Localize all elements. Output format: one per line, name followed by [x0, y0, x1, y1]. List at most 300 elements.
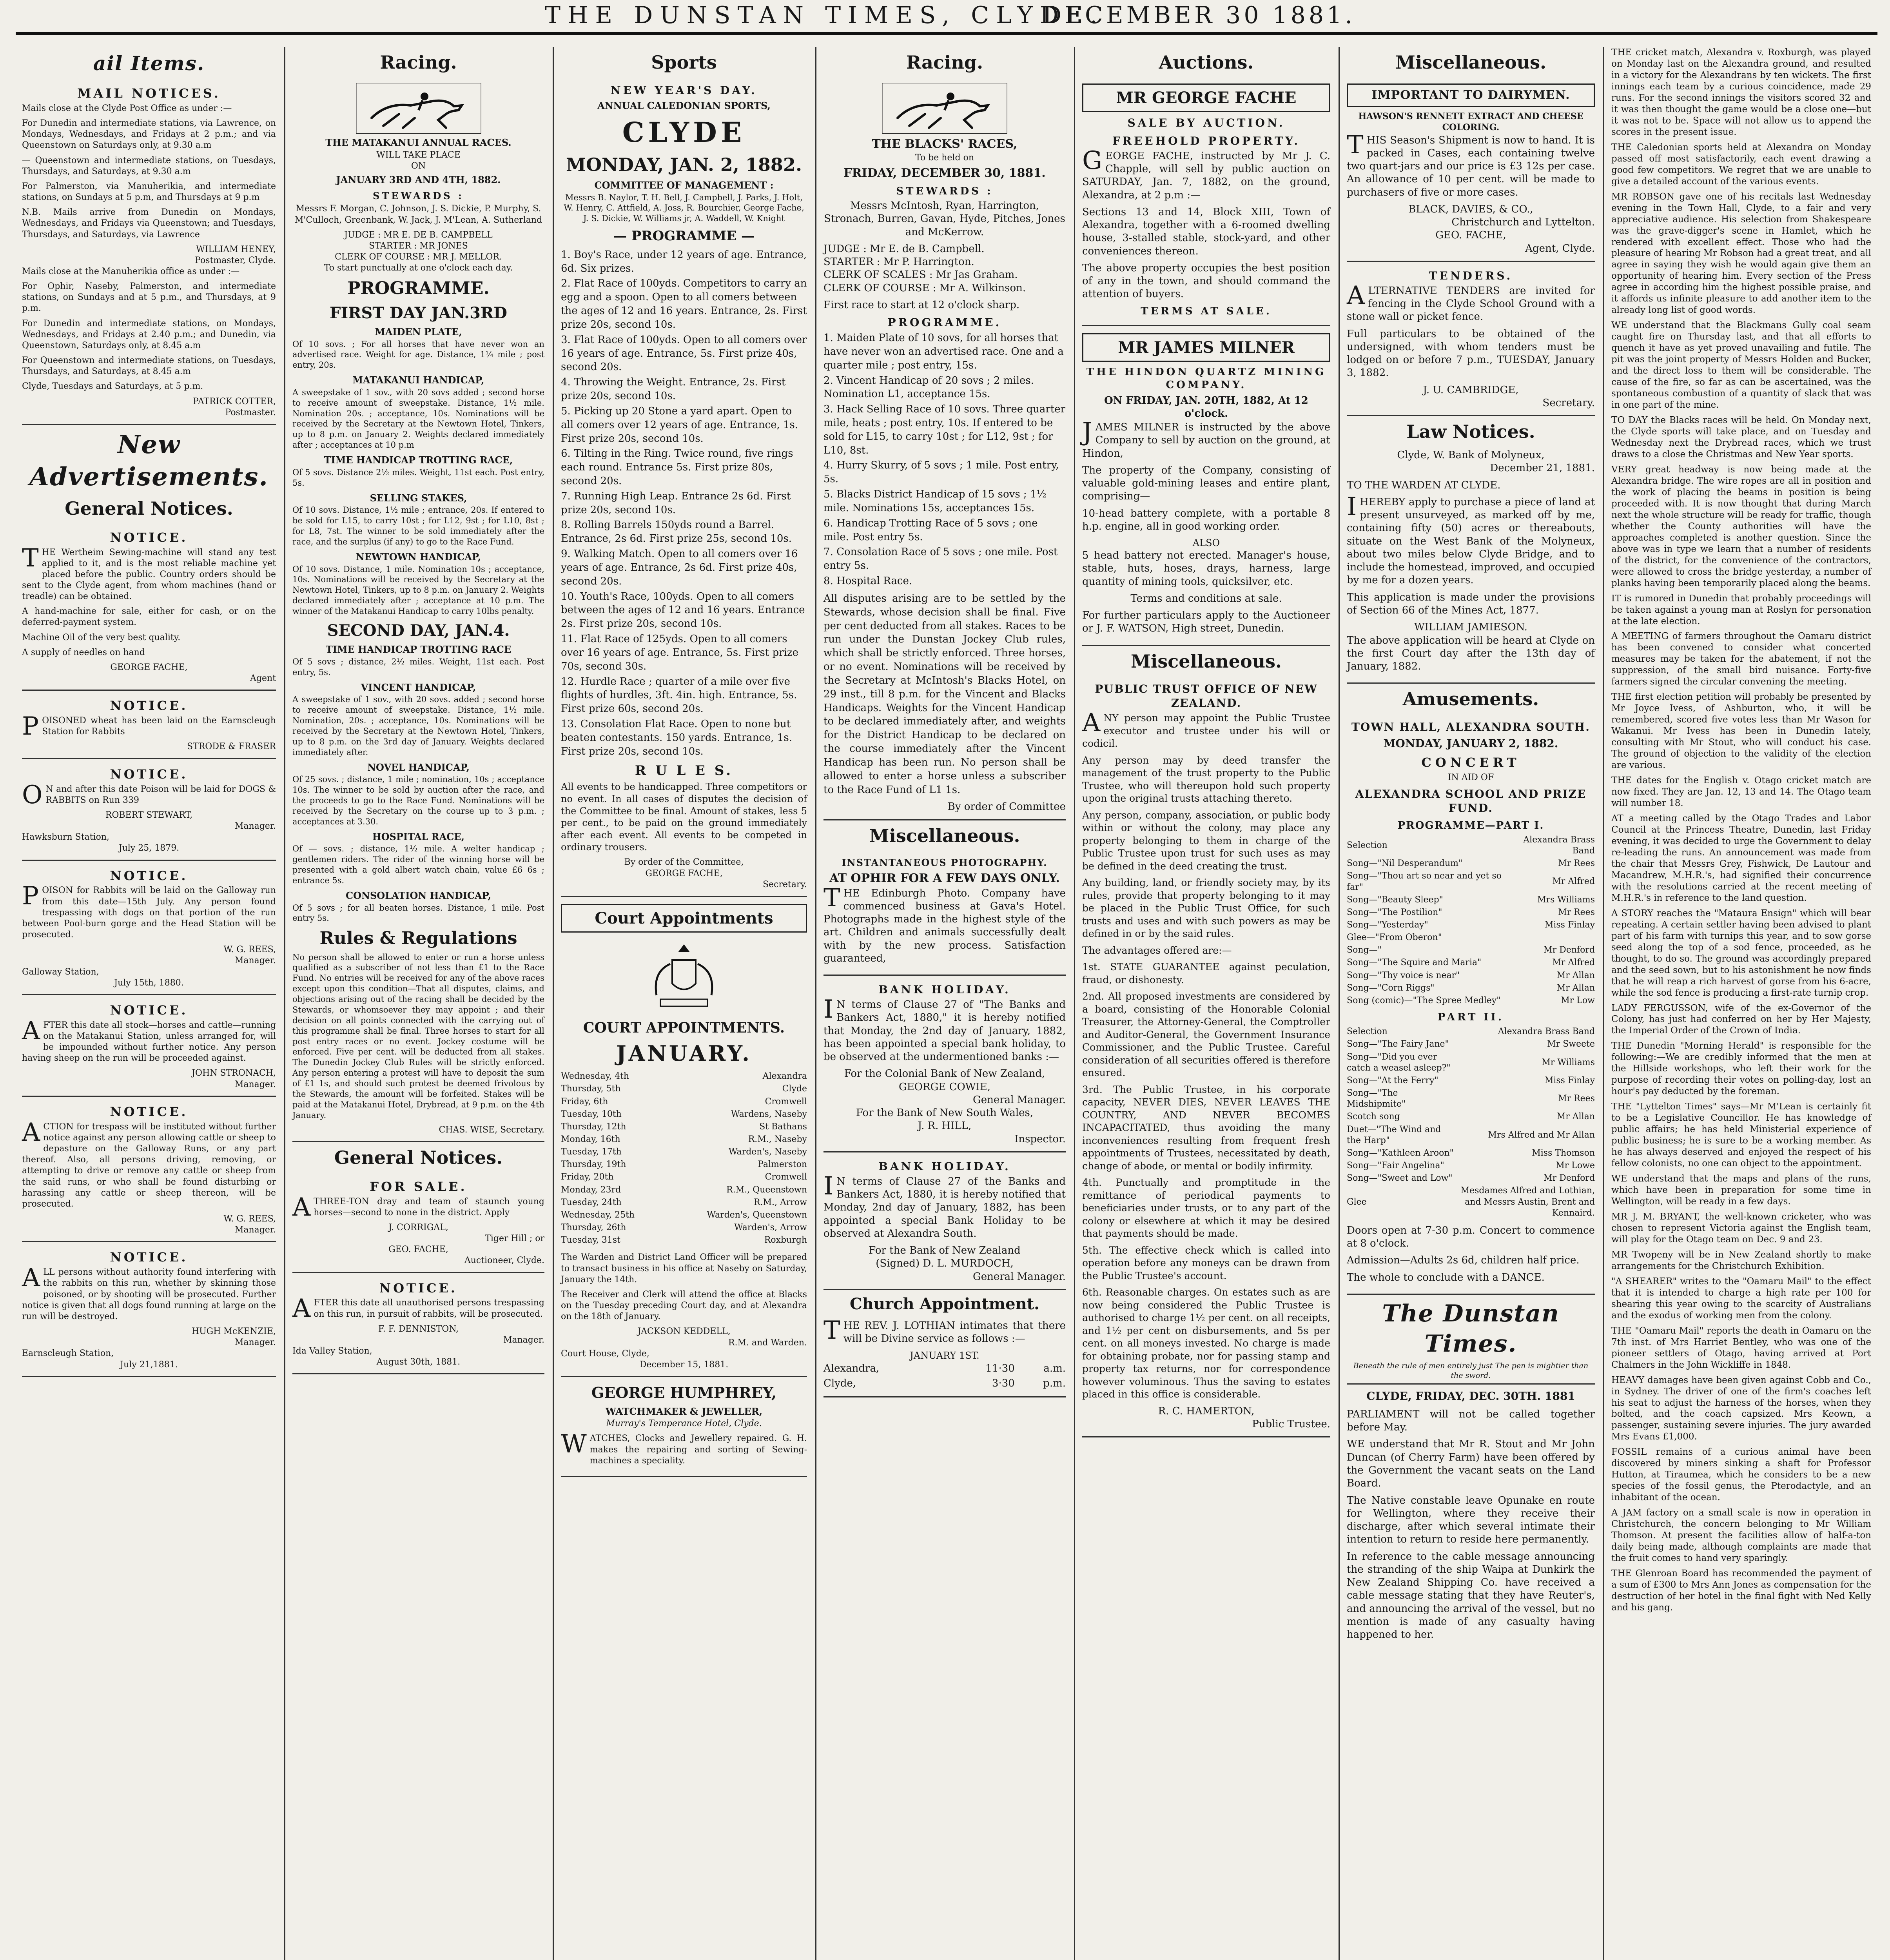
table-cell: Song—"The Postilion" — [1347, 907, 1442, 917]
table-cell: St Bathans — [759, 1122, 807, 1132]
table-row — [561, 1184, 807, 1196]
judge: JUDGE : Mr E. de B. Campbell. — [823, 243, 985, 255]
column-5 — [1076, 47, 1337, 1960]
table-cell: Wednesday, 25th — [561, 1210, 635, 1220]
list-item: 4. Hurry Skurry, of 5 sovs ; 1 mile. Post entry, 5s. — [823, 459, 1059, 485]
table-cell: Monday, 16th — [561, 1134, 620, 1145]
paragraph: Sections 13 and 14, Block XIII, Town of Alexandra, together with a 6-roomed dwelling house, 3-stalled stable, stock-yard, and other conveniences thereon. — [1082, 206, 1330, 257]
table-cell: Friday, 6th — [561, 1096, 608, 1107]
table-cell: Cromwell — [765, 1172, 807, 1182]
text: ALSO — [1192, 537, 1220, 549]
table-row — [1347, 944, 1595, 956]
paragraph: Any building, land, or friendly society may, by its rules, provide that property belonging to it may be placed in the Public Trust Office, for such trusts and uses and with such powers as may be defined in or by the said rules. — [1082, 877, 1330, 940]
list-item: 1. Maiden Plate of 10 sovs, for all horses that have never won an advertised race. One and a quarter mile ; post entry, 15s. — [823, 332, 1064, 371]
table-cell: Thursday, 26th — [561, 1223, 626, 1233]
masthead-date: DECEMBER 30 1881. — [1043, 2, 1356, 29]
table-cell: p.m. — [1043, 1377, 1066, 1389]
race-name: HOSPITAL RACE, — [372, 831, 464, 842]
table-row — [823, 1376, 1066, 1391]
signature-title: Manager. — [234, 1225, 276, 1235]
paragraph: The Warden and District Land Officer will be prepared to transact business in his office at Naseby on Saturday, January the 14th. — [561, 1252, 807, 1285]
programme-title: — PROGRAMME — — [613, 228, 755, 244]
advert — [22, 1242, 276, 1377]
paragraph: For Dunedin and intermediate stations, on Mondays, Wednesdays, and Fridays at 2.40 p.m.; and Dunedin, via Queenstown, Saturdays only, at 8.45 a.m — [22, 318, 276, 350]
table-row — [1347, 982, 1595, 995]
advert-title: BANK HOLIDAY. — [878, 983, 1011, 996]
masthead — [0, 0, 1890, 27]
advert-title: INSTANTANEOUS PHOTOGRAPHY. — [842, 857, 1048, 868]
list-item: 9. Walking Match. Open to all comers over 16 years of age. Entrance, 2s 6d. First prize 40s, second 20s. — [561, 548, 798, 587]
humphrey-advert — [561, 1377, 807, 1477]
court-heading: Court Appointments — [561, 904, 807, 933]
text: Terms and conditions at sale. — [1130, 592, 1282, 604]
signature-title: Secretary. — [763, 879, 807, 889]
list-item: 3. Flat Race of 100yds. Open to all comers over 16 years of age. Entrance, 5s. First prize 40s, second 20s. — [561, 334, 807, 373]
venue: TOWN HALL, ALEXANDRA SOUTH. — [1351, 720, 1590, 734]
signature-title: Agent — [250, 673, 276, 684]
law-notice — [1347, 446, 1595, 684]
event-date: FRIDAY, DECEMBER 30, 1881. — [843, 166, 1046, 180]
list-item: 1. Boy's Race, under 12 years of age. Entrance, 6d. Six prizes. — [561, 249, 807, 274]
paragraph: For Queenstown and intermediate stations, on Tuesdays, Thursdays, and Saturdays, at 8.45 a.m — [22, 356, 276, 377]
signature-title: Auctioneer, Clyde. — [464, 1256, 544, 1266]
paragraph: POISON for Rabbits will be laid on the Galloway run from this date—15th July. Any person found trespassing with dogs on that portion of the run between Pool-burn gorge and the Head Station will be prosecuted. — [22, 882, 276, 940]
advertiser-name: GEORGE HUMPHREY, — [591, 1383, 777, 1401]
event-title: CONCERT — [1421, 755, 1520, 770]
table-cell: Mr Rees — [1558, 1094, 1595, 1104]
table-cell: Miss Finlay — [1544, 1075, 1595, 1085]
court-title: COURT APPOINTMENTS. — [583, 1020, 785, 1036]
paragraph: A supply of needles on hand — [22, 647, 145, 657]
signature: JOHN STRONACH, — [192, 1068, 276, 1078]
table-cell: Song—"Beauty Sleep" — [1347, 895, 1443, 905]
list-item: 4. Throwing the Weight. Entrance, 2s. First prize 20s, second 10s. — [561, 376, 786, 402]
paragraph: 2nd. All proposed investments are considered by a board, consisting of the Honorable Colonial Treasurer, the Attorney-General, the Comptroller and Auditor-General, the Government Insurance Commissioner, and the Public Trustee. Careful consideration of all securities offered is therefore ensured. — [1082, 991, 1330, 1079]
text: NEW YEAR'S DAY. — [611, 83, 757, 97]
stewards-list: Messrs F. Morgan, C. Johnson, J. S. Dickie, P. Murphy, S. M'Culloch, Greenbank, W. Jack, J. M'Lean, A. Sutherland — [294, 204, 542, 225]
paragraph: WATCHES, Clocks and Jewellery repaired. G. H. makes the repairing and sorting of Sewing-machines a speciality. — [561, 1430, 807, 1466]
date: July 25, 1879. — [118, 843, 180, 853]
signature-title: Tiger Hill ; or — [485, 1234, 544, 1244]
table-cell: Song—"Thy voice is near" — [1347, 970, 1460, 980]
table-row — [1347, 1172, 1595, 1185]
programme-part-2 — [1347, 1025, 1595, 1220]
table-cell: Mr Lowe — [1556, 1161, 1595, 1171]
table-cell: Mr Denford — [1544, 945, 1595, 955]
table-cell: 3·30 — [992, 1377, 1015, 1389]
stewards-list: Messrs McIntosh, Ryan, Harrington, Stronach, Burren, Gavan, Hyde, Pitches, Jones and McKerrow. — [824, 200, 1065, 238]
notice-title: NOTICE. — [110, 868, 188, 883]
table-row — [561, 1196, 807, 1209]
day-title: SECOND DAY, JAN.4. — [327, 621, 510, 640]
text: For the Bank of New Zealand — [869, 1245, 1021, 1257]
news-paragraph: THE Dunedin "Morning Herald" is responsible for the following:—We are credibly informed that the men at the Hillside workshops, who left their work for the purpose of recording their votes on polling-day, lost an hour's pay deducted by the foreman. — [1611, 1041, 1871, 1097]
racing-heading: Racing. — [380, 52, 457, 73]
signature: W. G. REES, — [223, 1214, 276, 1224]
race-detail: Of 10 sovs. ; For all horses that have never won an advertised race. Weight for age. Distance, 1¼ mile ; post entry, 20s. — [292, 339, 544, 370]
paragraph: For Palmerston, via Manuherikia, and intermediate stations, on Sundays at 5 p.m, and Thursdays at 9 p.m — [22, 181, 276, 203]
table-cell: Mr Sweete — [1547, 1039, 1595, 1049]
public-trust-advert — [1082, 675, 1330, 1437]
address: Murray's Temperance Hotel, Clyde. — [606, 1419, 762, 1429]
auctions-heading: Auctions. — [1159, 52, 1254, 73]
rules-heading: Rules & Regulations — [319, 928, 517, 949]
table-row — [1347, 969, 1595, 982]
table-cell: Duet—"The Wind and the Harp" — [1347, 1124, 1441, 1145]
amusements-heading: Amusements. — [1402, 688, 1539, 710]
list-item: 7. Running High Leap. Entrance 2s 6d. First prize 20s, second 10s. — [561, 490, 791, 516]
notice-title: NOTICE. — [110, 1104, 188, 1119]
race-name: TIME HANDICAP TROTTING RACE — [325, 644, 511, 655]
table-cell: Warden's, Arrow — [734, 1223, 807, 1233]
paragraph: For Dunedin and intermediate stations, via Lawrence, on Mondays, Wednesdays, and Fridays at 2 p.m.; and via Queenstown on Saturdays only, at 9.30 a.m — [22, 118, 276, 151]
news-paragraph: TO DAY the Blacks races will be held. On Monday next, the Clyde sports will take place, and on Tuesday and Wednesday next the Drybread races, which we trust draws to a close the Christmas and New Year sports. — [1611, 415, 1871, 459]
paragraph: The above application will be heard at Clyde on the first Court day after the 13th day of January, 1882. — [1347, 634, 1595, 673]
signature: (Signed) D. L. MURDOCH, — [876, 1258, 1014, 1270]
race-name: VINCENT HANDICAP, — [361, 681, 476, 693]
place: Galloway Station, — [22, 967, 99, 977]
judge: JUDGE : MR E. DE B. CAMPBELL — [344, 230, 493, 240]
column-3 — [555, 47, 813, 1960]
advert-subtitle: HAWSON'S RENNETT EXTRACT AND CHEESE COLORING. — [1358, 111, 1583, 133]
table-cell: Mr Allan — [1556, 970, 1595, 980]
table-cell: a.m. — [1043, 1363, 1066, 1375]
paragraph: Full particulars to be obtained of the undersigned, with whom tenders must be lodged on or before 7 p.m., TUESDAY, January 3, 1882. — [1347, 328, 1595, 379]
signature: BLACK, DAVIES, & CO., — [1408, 203, 1533, 215]
place: Earnscleugh Station, — [22, 1348, 114, 1359]
table-row — [1347, 1185, 1595, 1219]
table-cell: Song—"Thou art so near and yet so far" — [1347, 871, 1502, 892]
text: By order of the Committee, — [624, 857, 744, 867]
race-detail: Of 5 sovs ; for all beaten horses. Distance, 1 mile. Post entry 5s. — [292, 903, 544, 923]
column-4 — [817, 47, 1072, 1960]
signature: WILLIAM JAMIESON. — [1414, 621, 1527, 633]
paragraph: 6th. Reasonable charges. On estates such as are now being considered the Public Trustee is authorised to charge 1½ per cent. on all receipts, and 1½ per cent on disbursements, and 5s per cent. on all moneys invested. No charge is made for obtaining probate, nor for passing stamp and property tax returns, nor for correspondence however voluminous. Thus the saving to estates placed in this office is considerable. — [1082, 1287, 1330, 1400]
paragraph: JAMES MILNER is instructed by the above Company to sell by auction on the ground, at Hindon, — [1082, 417, 1330, 459]
table-row — [561, 1221, 807, 1234]
paragraph: Machine Oil of the very best quality. — [22, 632, 181, 642]
advert — [22, 759, 276, 861]
miscellaneous-heading: Miscellaneous. — [869, 825, 1020, 846]
table-cell: Wardens, Naseby — [731, 1109, 807, 1119]
table-cell: Cromwell — [765, 1096, 807, 1107]
table-row — [1347, 919, 1595, 931]
table-cell: Alexandra Brass Band — [1498, 1027, 1595, 1037]
masthead-title: THE DUNSTAN TIMES, CLYDE. — [545, 2, 1105, 29]
list-item: 5. Picking up 20 Stone a yard apart. Open to all comers over 12 years of age. Entrance, 1s. First prize 20s, second 10s. — [561, 405, 798, 445]
paragraph: 5 head battery not erected. Manager's house, stable, huts, hoses, drays, harness, large quantity of mining tools, quicksilver, etc. — [1082, 550, 1330, 588]
list-item: 12. Hurdle Race ; quarter of a mile over five flights of hurdles, 3ft. 4in. high. Entrance, 5s. First prize 60s, second 20s. — [561, 675, 797, 715]
table-row — [1347, 1051, 1595, 1074]
signature: JACKSON KEDDELL, — [637, 1327, 731, 1337]
table-cell — [1505, 931, 1595, 944]
tenders-advert — [1347, 262, 1595, 416]
table-cell: R.M., Naseby — [748, 1134, 807, 1145]
paragraph: The property of the Company, consisting of valuable gold-mining leases and entire plant, comprising— — [1082, 464, 1330, 503]
news-paragraph: LADY FERGUSSON, wife of the ex-Governor of the Colony, has just had conferred on her by Her Majesty, the Imperial Order of the Crown of India. — [1611, 1003, 1871, 1036]
motto: Beneath the rule of men entirely just The pen is mightier than the sword. — [1347, 1361, 1595, 1385]
signature-title: Postmaster. — [225, 407, 276, 417]
paragraph: AFTER this date all stock—horses and cattle—running on the Matakanui Station, unless arranged for, will be impounded without further notice. Any person having sheep on the run will be proceeded against. — [22, 1016, 276, 1063]
table-cell: 11·30 — [985, 1363, 1015, 1375]
table-row — [1347, 1111, 1595, 1123]
race-detail: Of 10 sovs. Distance, 1 mile. Nomination 10s ; acceptance, 10s. Nominations will be received by the Secretary at the Newtown Hotel, Tinkers, up to 8 p.m. on January 2. Weights declared immediately after ; acceptance at 10 p.m. The winner of the Matakanui Handicap to carry 10lbs penalty. — [292, 564, 544, 616]
place: Clyde, W. Bank of Molyneux, — [1397, 449, 1545, 461]
event-title: THE BLACKS' RACES, — [872, 137, 1018, 151]
paragraph: The above property occupies the best position of any in the town, and should command the attention of buyers. — [1082, 262, 1330, 300]
table-cell: Mesdames Alfred and Lothian, and Messrs Austin, Brent and Kennaird. — [1460, 1186, 1595, 1218]
race-name: MAIDEN PLATE, — [375, 326, 462, 338]
signature-title: Manager. — [234, 956, 276, 966]
blacks-races-advert — [823, 76, 1066, 820]
starter: STARTER : Mr P. Harrington. — [823, 256, 974, 268]
news-paragraph: A JAM factory on a small scale is now in operation in Christchurch, the concern belonging to Mr William Thomson. At present the facilities allow of half-a-ton daily being made, although complaints are made that the fruit comes to hand very sparingly. — [1611, 1508, 1871, 1564]
table-row — [561, 1146, 807, 1158]
table-cell: Alexandra, — [823, 1363, 880, 1375]
column-1 — [16, 47, 282, 1960]
table-cell: Mrs Williams — [1537, 895, 1595, 905]
table-row — [561, 1070, 807, 1083]
race-name: MATAKANUI HANDICAP, — [352, 374, 484, 386]
royal-arms-icon — [633, 936, 735, 1015]
table-cell: Warden's, Queenstown — [707, 1210, 807, 1220]
month-title: JANUARY. — [616, 1041, 752, 1066]
signature: GEO. FACHE, — [388, 1245, 448, 1255]
table-cell: Song—"Fair Angelina" — [1347, 1161, 1444, 1171]
table-cell: Tuesday, 31st — [561, 1235, 620, 1245]
racehorse-icon — [882, 83, 1007, 134]
signature: R. C. HAMERTON, — [1158, 1405, 1255, 1417]
table-cell: Clyde, — [823, 1377, 856, 1389]
column-rule — [1339, 47, 1340, 1960]
beneficiary: ALEXANDRA SCHOOL AND PRIZE FUND. — [1355, 787, 1587, 815]
race-name: CONSOLATION HANDICAP, — [346, 889, 491, 901]
signature: J. CORRIGAL, — [388, 1222, 448, 1232]
list-item: 10. Youth's Race, 100yds. Open to all comers between the ages of 12 and 16 years. Entrance 2s. First prize 20s, second 10s. — [561, 590, 805, 630]
table-row — [1347, 1038, 1595, 1051]
paragraph: THE Wertheim Sewing-machine will stand any test applied to it, and is the most reliable machine yet placed before the public. Country orders should be sent to the Clyde agent, from whom machines (hand or treadle) can be obtained. — [22, 543, 276, 602]
table-cell: Song—"Corn Riggs" — [1347, 983, 1435, 993]
table-cell: Wednesday, 4th — [561, 1071, 629, 1082]
mail-items-heading: ail Items. — [93, 52, 205, 75]
law-notices-heading: Law Notices. — [1406, 421, 1535, 443]
services-table — [823, 1361, 1066, 1391]
event-date: MONDAY, JAN. 2, 1882. — [566, 154, 802, 176]
table-cell: Thursday, 5th — [561, 1084, 621, 1094]
race-detail: Of 10 sovs. Distance, 1½ mile ; entrance, 20s. If entered to be sold for L15, to carry 10st ; for L12, 9st ; for L10, 8st ; for L8, 7st. The winner to be sold immediately after the race, and the surplus (if any) to go to the Race Fund. — [292, 505, 544, 546]
table-row — [823, 1361, 1066, 1376]
trade: WATCHMAKER & JEWELLER, — [605, 1405, 763, 1417]
table-row — [1347, 857, 1595, 870]
paragraph: 10-head battery complete, with a portable 8 h.p. engine, all in good working order. — [1082, 507, 1330, 533]
text: For the Bank of New South Wales, — [856, 1107, 1034, 1119]
sports-advert — [561, 76, 807, 897]
list-item: 6. Tilting in the Ring. Twice round, five rings each round. Entrance 5s. First prize 80s, second 20s. — [561, 448, 793, 487]
event-date: MONDAY, JANUARY 2, 1882. — [1383, 737, 1558, 750]
miscellaneous-heading: Miscellaneous. — [1395, 52, 1547, 73]
court-appointments — [561, 897, 807, 1377]
news-paragraph: THE Caledonian sports held at Alexandra on Monday passed off most satisfactorily, each event drawing a good few competitors. We regret that we are unable to give a detailed account of the various events. — [1611, 142, 1871, 187]
table-cell: Song—"At the Ferry" — [1347, 1075, 1438, 1085]
signature-title: R.M. and Warden. — [728, 1338, 807, 1348]
paragraph: — Queenstown and intermediate stations, on Tuesdays, Thursdays, and Saturdays, at 9.30 a.m — [22, 155, 276, 176]
news-paragraph: A MEETING of farmers throughout the Oamaru district has been convened to consider what concerted measures may be taken for the abatement, if not the suppression, of the small bird nuisance. Forty-five farmers signed the circular convening the meeting. — [1611, 631, 1871, 687]
paragraph: 4th. Punctually and promptitude in the remittance of periodical payments to beneficiaries under trusts, or to any part of the colony or elsewhere at which it may be desired that payments should be made. — [1082, 1177, 1330, 1240]
signature: GEO. FACHE, — [1435, 229, 1506, 241]
programme-title: PROGRAMME—PART I. — [1397, 819, 1544, 831]
table-cell: Tuesday, 10th — [561, 1109, 622, 1119]
race-detail: A sweepstake of 1 sov., with 20 sovs added ; second horse to receive amount of sweepstake. Distance, 1½ mile. Nomination 20s. ; acceptance, 10s. Nominations will be received by the Secretary at the Newtown Hotel, Tinkers, up to 8 p.m. on January 2. Weights declared immediately after ; acceptances at 10 p.m — [292, 387, 544, 450]
advert-title: THE HINDON QUARTZ MINING COMPANY. — [1086, 366, 1326, 391]
event-title: THE MATAKANUI ANNUAL RACES. — [325, 136, 511, 148]
list-item: 6. Handicap Trotting Race of 5 sovs ; one mile. Post entry 5s. — [823, 517, 1038, 543]
signature: ROBERT STEWART, — [105, 810, 193, 820]
advert — [22, 995, 276, 1097]
table-cell: Roxburgh — [764, 1235, 807, 1245]
paragraph: For Ophir, Naseby, Palmerston, and intermediate stations, on Sundays and at 5 p.m., and Thursdays, at 9 p.m. — [22, 281, 276, 314]
news-paragraph: THE Glenroan Board has recommended the payment of a sum of £300 to Mrs Ann Jones as compensation for the destruction of her hotel in the final fight with Ned Kelly and his gang. — [1611, 1568, 1871, 1613]
new-advertisements-heading: New Advertisements. — [29, 430, 268, 492]
text: ON — [411, 161, 426, 171]
paragraph: THE Edinburgh Photo. Company have commenced business at Gava's Hotel. Photographs made in the highest style of the art. Children and animals successfully dealt with by the new process. Satisfaction guaranteed, — [823, 883, 1066, 964]
paragraph: A hand-machine for sale, either for cash, or on the deferred-payment system. — [22, 606, 276, 628]
notice-title: NOTICE. — [110, 1002, 188, 1018]
editorial-title: The Dunstan Times. — [1382, 1299, 1560, 1357]
signature-title: Manager. — [234, 1079, 276, 1089]
news-paragraph: MR ROBSON gave one of his recitals last Wednesday evening in the Town Hall, Clyde, to a fair and very appreciative audience. His selection from Shakespeare was the grave-digger's scene in Hamlet, which he rendered with excellent effect. Those who had the pleasure of hearing Mr Robson had a great treat, and all agree in saying they wish he would again give them an opportunity of hearing him. Every section of the Press agree in according him the highest possible praise, and it affords us infinite pleasure to add another item to the already long list of good words. — [1611, 191, 1871, 316]
column-rule — [1074, 47, 1075, 1960]
news-paragraph: A STORY reaches the "Mataura Ensign" which will bear repeating. A certain settler having been advised to plant part of his farm with turnips this year, and to sow gorse seed along the top of a sod fence, proceeded, as he thought, to do so. The ground was accordingly prepared and the seed sown, but to his astonishment he now finds that he will reap a rich harvest of gorse from his 6-acre, while the sod fence is producing a first-rate turnip crop. — [1611, 908, 1871, 998]
table-row — [1347, 1123, 1595, 1147]
for-sale-title: FOR SALE. — [370, 1179, 467, 1194]
table-cell: Mr Denford — [1544, 1173, 1595, 1183]
signature-title: Agent, Clyde. — [1525, 242, 1595, 254]
sittings-table — [561, 1070, 807, 1247]
race-name: TIME HANDICAP TROTTING RACE, — [324, 454, 513, 466]
table-cell: Song—"Sweet and Low" — [1347, 1173, 1453, 1183]
sale-date: ON FRIDAY, JAN. 20TH, 1882, At 12 o'clock. — [1104, 394, 1308, 419]
table-cell: Warden's, Naseby — [728, 1147, 807, 1157]
matakanui-races-advert — [292, 76, 544, 1142]
paragraph: ACTION for trespass will be instituted without further notice against any person allowing cattle or sheep to depasture on the Galloway Runs, or any part thereof. Also, all persons driving, removing, or attempting to drive or remove any cattle or sheep from the said runs, or who shall be found disturbing or harassing any cattle or sheep thereon, will be prosecuted. — [22, 1118, 276, 1209]
table-cell: Song—"Did you ever catch a weasel asleep?" — [1347, 1052, 1451, 1073]
table-cell: Palmerston — [758, 1160, 807, 1170]
table-row — [561, 1234, 807, 1247]
notice-title: NOTICE. — [110, 530, 188, 545]
rules-text: All events to be handicapped. Three competitors or no event. In all cases of disputes the decision of the Committee to be final. Amount of stakes, less 5 per cent., to be paid on the ground immediately after each event. All events to be competed in ordinary trousers. — [561, 781, 807, 853]
paragraph: IN terms of Clause 27 of the Banks and Bankers Act, 1880, it is hereby notified that Monday, 2nd day of January, 1882, has been appointed a special Bank Holiday to be observed at Alexandra South. — [823, 1171, 1066, 1240]
general-notices-heading: General Notices. — [334, 1147, 503, 1168]
news-paragraph: THE "Oamaru Mail" reports the death in Oamaru on the 7th inst. of Mrs Harriet Bentley, who was one of the pioneer settlers of Otago, having arrived at Port Chalmers in the John Wickliffe in 1848. — [1611, 1325, 1871, 1370]
paragraph: THE REV. J. LOTHIAN intimates that there will be Divine service as follows :— — [823, 1316, 1066, 1345]
paragraph: The Receiver and Clerk will attend the office at Blacks on the Tuesday preceding Court day, and at Alexandra on the 18th of January. — [561, 1289, 807, 1322]
paragraph: IN terms of Clause 27 of "The Banks and Bankers Act, 1880," it is hereby notified that Monday, the 2nd day of January, 1882, has been appointed a special bank holiday, to be observed at the undermentioned banks :— — [823, 995, 1066, 1063]
table-cell: Selection — [1347, 1027, 1388, 1037]
news-paragraph: HEAVY damages have been given against Cobb and Co., in Sydney. The driver of one of the firm's coaches left his seat to adjust the harness of the horses, when they bolted, and the coach capsized. Mrs Keown, a passenger, sustaining severe injuries. The jury awarded Mrs Evans £1,000. — [1611, 1375, 1871, 1442]
programme-title: PROGRAMME. — [887, 316, 1002, 329]
table-cell: Thursday, 19th — [561, 1160, 626, 1170]
concert-advert — [1347, 713, 1595, 1295]
paragraph: Any person may by deed transfer the management of the trust property to the Public Trustee, who will thereupon hold such property upon the original trusts attaching thereto. — [1082, 754, 1330, 804]
list-item: 2. Vincent Handicap of 20 sovs ; 2 miles. Nomination L1, acceptance 15s. — [823, 374, 1034, 400]
list-item: 8. Rolling Barrels 150yds round a Barrel. Entrance, 2s 6d. First prize 25s, second 10s. — [561, 519, 792, 545]
clerk: CLERK OF COURSE : MR J. MELLOR. — [335, 252, 502, 262]
table-row — [1347, 1074, 1595, 1087]
general-notices-heading: General Notices. — [65, 497, 233, 519]
race-detail: A sweepstake of 1 sov., with 20 sovs. added ; second horse to receive amount of sweepstake. Distance, 1½ mile. Nomination, 20s. ; acceptance, 10s. Nominations will be received by the Secretary at the Newtown Hotel, Tinkers, up to 8 p.m. on the 3rd day of January. Weights declared immediately after. — [292, 695, 544, 757]
table-cell: Mr Rees — [1558, 858, 1595, 869]
notice-title: NOTICE. — [110, 698, 188, 713]
rules-heading: R U L E S. — [635, 762, 733, 779]
paragraph: IHEREBY apply to purchase a piece of land at present unsurveyed, as marked off by me, containing fifty (50) acres or thereabouts, situate on the West Bank of the Molyneux, about two miles below Clyde Bridge, and to include the homestead, improved, and occupied by me for a dozen years. — [1347, 492, 1595, 586]
table-row — [561, 1083, 807, 1095]
paragraph: 5th. The effective check which is called into operation before any moneys can be drawn from the Public Trustee's account. — [1082, 1244, 1330, 1281]
paragraph: ALL persons without authority found interfering with the rabbits on this run, whether by skinning those poisoned, or by shooting will be prosecuted. Further notice is given that all dogs found running at large on the run will be destroyed. — [22, 1263, 276, 1321]
table-row — [1347, 1147, 1595, 1160]
table-row — [1347, 894, 1595, 906]
signature: W. G. REES, — [223, 945, 276, 955]
church-heading: Church Appointment. — [849, 1294, 1040, 1313]
table-cell: Thursday, 12th — [561, 1122, 626, 1132]
rennet-advert — [1347, 76, 1595, 262]
date: December 15, 1881. — [639, 1359, 729, 1370]
news-paragraph: THE first election petition will probably be presented by Mr Joyce Ivess, of Ashburton, who, it will be remembered, scored five votes less than Mr Wason for Wakanui. Mr Ivess has been in Dunedin lately, consulting with Mr Stout, who will conduct his case. The ground of objection to the validity of the election are various. — [1611, 692, 1871, 771]
advert — [22, 523, 276, 691]
list-item: 13. Consolation Flat Race. Open to none but beaten contestants. 150 yards. Entrance, 1s. First prize 20s, second 10s. — [561, 718, 793, 757]
table-cell: Glee—"From Oberon" — [1347, 933, 1442, 943]
text: For the Colonial Bank of New Zealand, — [844, 1068, 1045, 1080]
table-cell: Alexandra — [762, 1071, 807, 1082]
sports-heading: Sports — [651, 52, 717, 73]
table-cell: Mr Williams — [1542, 1057, 1595, 1067]
column-rule — [1603, 47, 1604, 1960]
table-row — [561, 1209, 807, 1221]
list-item: 7. Consolation Race of 5 sovs ; one mile. Post entry 5s. — [823, 546, 1058, 572]
table-cell: Song (comic)—"The Spree Medley" — [1347, 995, 1501, 1005]
paragraph: All disputes arising are to be settled by the Stewards, whose decision shall be final. Five per cent deducted from all stakes. Races to be run under the Dunstan Jockey Club rules, which shall be strictly enforced. Three horses, or no event. Nominations will be received by the Secretary at McIntosh's Blacks Hotel, on 29 inst., till 8 p.m. for the Vincent and Blacks Handicaps. Weights for the Vincent Handicap to be declared immediately after, and weights for the District Handicap to be declared on the course immediately after the Vincent Handicap has been run. No person shall be allowed to enter a horse unless a subscriber to the Race Fund of L1 1s. — [823, 592, 1066, 796]
news-paragraph: THE dates for the English v. Otago cricket match are now fixed. They are Jan. 12, 13 and 14. The Otago team will number 18. — [1611, 775, 1871, 809]
place: Ida Valley Station, — [292, 1346, 372, 1356]
racehorse-icon — [356, 83, 481, 134]
paragraph: THIS Season's Shipment is now to hand. It is packed in Cases, each containing twelve two quart-jars and our price is £3 12s per case. An allowance of 10 per cent. will be made to purchasers of five or more cases. — [1347, 130, 1595, 198]
news-paragraph: MR J. M. BRYANT, the well-known cricketer, who was chosen to represent Victoria against the English team, will play for the Otago team on Dec. 9 and 23. — [1611, 1211, 1871, 1245]
race-detail: Of 25 sovs. ; distance, 1 mile ; nomination, 10s ; acceptance 10s. The winner to be sold by auction after the race, and the proceeds to go to the Race Fund. Nominations will be received by the Secretary on the course up to 3 p.m. ; acceptances at 3.30. — [292, 775, 544, 826]
text: ANNUAL CALEDONIAN SPORTS, — [597, 100, 771, 111]
auction-advert — [1082, 76, 1330, 326]
table-cell: Song—"The Fairy Jane" — [1347, 1039, 1449, 1049]
column-rule — [553, 47, 554, 1960]
paragraph: ON and after this date Poison will be laid for DOGS & RABBITS on Run 339 — [22, 780, 276, 809]
paragraph: Mails close at the Manuherikia office as under :— — [22, 266, 240, 276]
advert-title: IMPORTANT TO DAIRYMEN. — [1347, 83, 1595, 107]
paragraph: PARLIAMENT will not be called together before May. — [1347, 1408, 1595, 1434]
paragraph: This application is made under the provisions of Section 66 of the Mines Act, 1877. — [1347, 591, 1595, 616]
table-cell: R.M., Arrow — [753, 1197, 807, 1207]
paragraph: The Native constable leave Opunake en route for Wellington, where they receive their discharge, after which several intimate their intention to return to reside here permanently. — [1347, 1494, 1595, 1546]
signature: PATRICK COTTER, — [193, 396, 276, 407]
table-cell: Mrs Alfred and Mr Allan — [1488, 1130, 1595, 1140]
paragraph: Clyde, Tuesdays and Saturdays, at 5 p.m. — [22, 381, 203, 392]
signature: HUGH McKENZIE, — [191, 1327, 276, 1337]
advert — [292, 1273, 544, 1375]
news-paragraph: VERY great headway is now being made at the Alexandra bridge. The wire ropes are all in position and the work of placing the beams in position is being proceeded with. It is now thought that during March next the whole structure will be ready for traffic, though whether the County authorities will have the approaches completed is another question. Since the above was in type we learn that a number of residents of the district, for the convenience of the contractors, were allowed to cross the bridge yesterday, a number of planks having been temporarily placed along the beams. — [1611, 464, 1871, 588]
table-cell: Song—"The Midshipmite" — [1347, 1088, 1406, 1109]
table-cell: Monday, 23rd — [561, 1185, 621, 1195]
table-row — [1347, 834, 1595, 857]
table-cell: Song—"Nil Desperandum" — [1347, 858, 1463, 869]
advert-subtitle: AT OPHIR FOR A FEW DAYS ONLY. — [829, 871, 1060, 886]
signature: J. U. CAMBRIDGE, — [1423, 384, 1519, 396]
